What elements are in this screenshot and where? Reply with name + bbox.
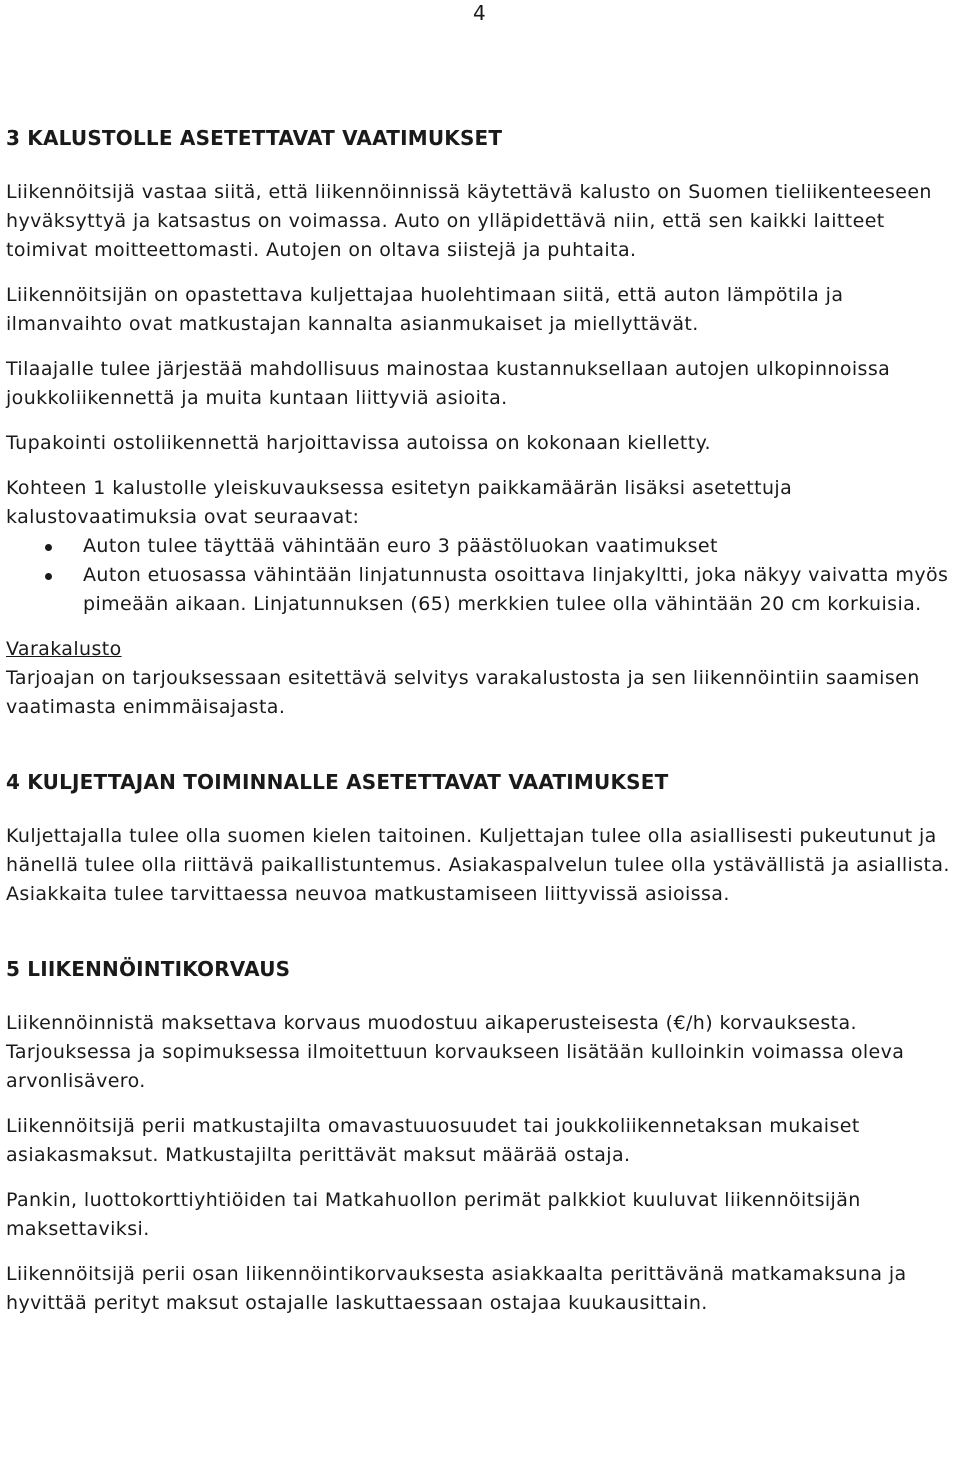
- bullet-icon: [45, 573, 52, 580]
- section-3-paragraph: Tilaajalle tulee järjestää mahdollisuus mainostaa kustannuksellaan autojen ulkopinnoissa joukkoliikennettä ja muita kuntaan liittyviä asioita.: [6, 358, 891, 409]
- list-item-text: Auton tulee täyttää vähintään euro 3 päästöluokan vaatimukset: [83, 535, 718, 557]
- section-5-paragraph: Pankin, luottokorttiyhtiöiden tai Matkahuollon perimät palkkiot kuuluvat liikennöitsijän maksettaviksi.: [6, 1189, 861, 1240]
- section-5-paragraph: Liikennöitsijä perii matkustajilta omavastuuosuudet tai joukkoliikennetaksan mukaiset asiakasmaksut. Matkustajilta perittävät maksut määrää ostaja.: [6, 1115, 860, 1166]
- section-5-paragraph: Liikennöitsijä perii osan liikennöintikorvauksesta asiakkaalta perittävänä matkamaksuna ja hyvittää perityt maksut ostajalle laskuttaessaan ostajaa kuukausittain.: [6, 1263, 907, 1314]
- list-item: [6, 561, 956, 619]
- section-3-paragraph: Liikennöitsijä vastaa siitä, että liikennöinnissä käytettävä kalusto on Suomen tieliikenteeseen hyväksyttyä ja katsastus on voimassa. Auto on ylläpidettävä niin, että sen kaikki laitteet toimivat moitteettomasti. Autojen on oltava siistejä ja puhtaita.: [6, 181, 932, 261]
- requirements-list: [6, 532, 956, 619]
- page-number: 4: [473, 1, 486, 25]
- list-item: [6, 532, 956, 561]
- subsection-text: Tarjoajan on tarjouksessaan esitettävä selvitys varakalustosta ja sen liikennöintiin saamisen vaatimasta enimmäisajasta.: [6, 667, 920, 718]
- section-5-paragraph: Liikennöinnistä maksettava korvaus muodostuu aikaperusteisesta (€/h) korvauksesta. Tarjouksessa ja sopimuksessa ilmoitettuun korvaukseen lisätään kulloinkin voimassa oleva arvonlisävero.: [6, 1012, 905, 1092]
- section-3-heading: 3 KALUSTOLLE ASETETTAVAT VAATIMUKSET: [6, 126, 503, 150]
- section-4-paragraph: Kuljettajalla tulee olla suomen kielen taitoinen. Kuljettajan tulee olla asiallisesti pukeutunut ja hänellä tulee olla riittävä paikallistuntemus. Asiakaspalvelun tulee olla ystävällistä ja asiallista. Asiakkaita tulee tarvittaessa neuvoa matkustamiseen liittyvissä asioissa.: [6, 825, 950, 905]
- subsection-title: Varakalusto: [6, 638, 122, 660]
- section-3-paragraph: Tupakointi ostoliikennettä harjoittavissa autoissa on kokonaan kielletty.: [6, 432, 711, 454]
- section-3-paragraph: Liikennöitsijän on opastettava kuljettajaa huolehtimaan siitä, että auton lämpötila ja ilmanvaihto ovat matkustajan kannalta asianmukaiset ja miellyttävät.: [6, 284, 844, 335]
- list-item-text: Auton etuosassa vähintään linjatunnusta osoittava linjakyltti, joka näkyy vaivatta myös pimeään aikaan. Linjatunnuksen (65) merkkien tulee olla vähintään 20 cm korkuisia.: [83, 564, 949, 615]
- bullet-icon: [45, 544, 52, 551]
- section-3-paragraph: Kohteen 1 kalustolle yleiskuvauksessa esitetyn paikkamäärän lisäksi asetettuja kalustovaatimuksia ovat seuraavat:: [6, 477, 793, 528]
- section-5-heading: 5 LIIKENNÖINTIKORVAUS: [6, 957, 291, 981]
- section-4-heading: 4 KULJETTAJAN TOIMINNALLE ASETETTAVAT VAATIMUKSET: [6, 770, 669, 794]
- document-body: [6, 112, 956, 1334]
